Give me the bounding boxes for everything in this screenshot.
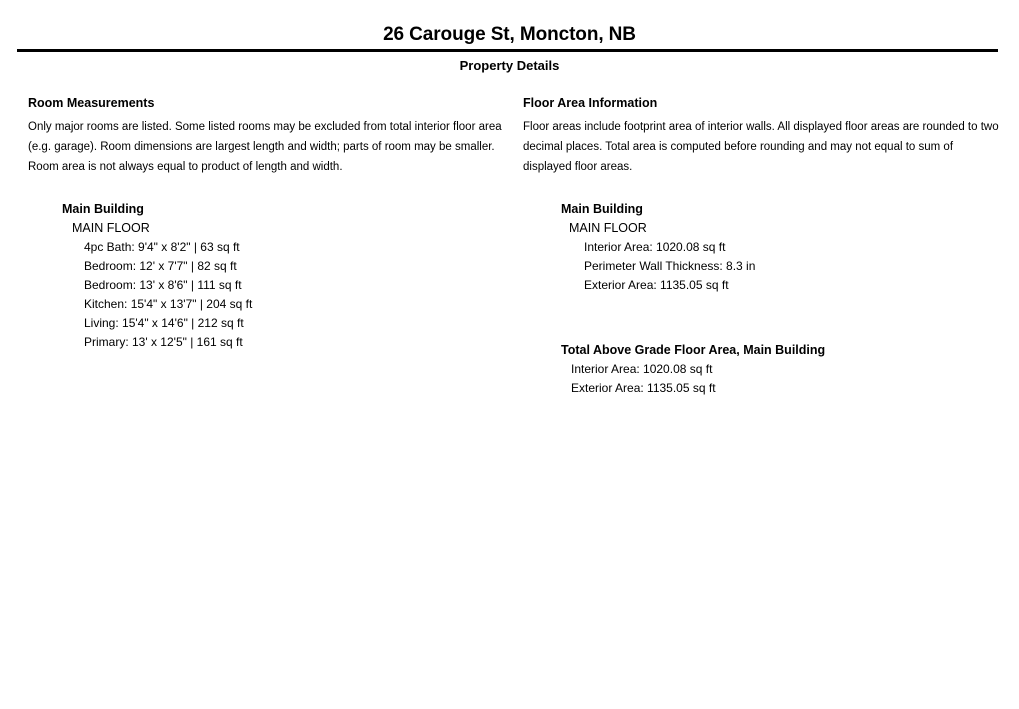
list-item: 4pc Bath: 9'4" x 8'2" | 63 sq ft [84,240,240,254]
list-item: Exterior Area: 1135.05 sq ft [571,381,716,395]
room-measurements-note: Only major rooms are listed. Some listed rooms may be excluded from total interior floor area (e.g. garage). Room dimensions are largest length and width; parts of room may be smaller. Room area is not always equal to product of length and width. [28,121,502,173]
floor-area-column [523,96,1000,398]
total-above-grade-title: Total Above Grade Floor Area, Main Building [561,343,826,357]
building-name: Main Building [62,202,144,216]
room-measurements-column [28,96,504,352]
room-measurements-building-block [28,200,504,352]
list-item: Interior Area: 1020.08 sq ft [584,240,726,254]
floor-area-list [523,238,1000,295]
list-item: Exterior Area: 1135.05 sq ft [584,278,729,292]
list-item: Living: 15'4" x 14'6" | 212 sq ft [84,316,244,330]
room-list [28,238,504,352]
list-item: Bedroom: 13' x 8'6" | 111 sq ft [84,278,242,292]
room-measurements-heading: Room Measurements [28,96,155,110]
floor-area-heading: Floor Area Information [523,96,658,110]
list-item: Bedroom: 12' x 7'7" | 82 sq ft [84,259,237,273]
page-title: 26 Carouge St, Moncton, NB [383,24,636,45]
header-divider [17,49,998,52]
list-item: Interior Area: 1020.08 sq ft [571,362,713,376]
building-name: Main Building [561,202,643,216]
total-above-grade-block [523,341,1000,398]
floor-name: MAIN FLOOR [72,221,150,235]
floor-name: MAIN FLOOR [569,221,647,235]
page-subtitle: Property Details [459,58,560,73]
list-item: Kitchen: 15'4" x 13'7" | 204 sq ft [84,297,253,311]
floor-area-note: Floor areas include footprint area of interior walls. All displayed floor areas are rounded to two decimal places. Total area is computed before rounding and may not equal to sum of displayed floor areas. [523,121,999,173]
list-item: Perimeter Wall Thickness: 8.3 in [584,259,756,273]
list-item: Primary: 13' x 12'5" | 161 sq ft [84,335,243,349]
floor-area-building-block [523,200,1000,295]
total-area-list [523,360,1000,398]
